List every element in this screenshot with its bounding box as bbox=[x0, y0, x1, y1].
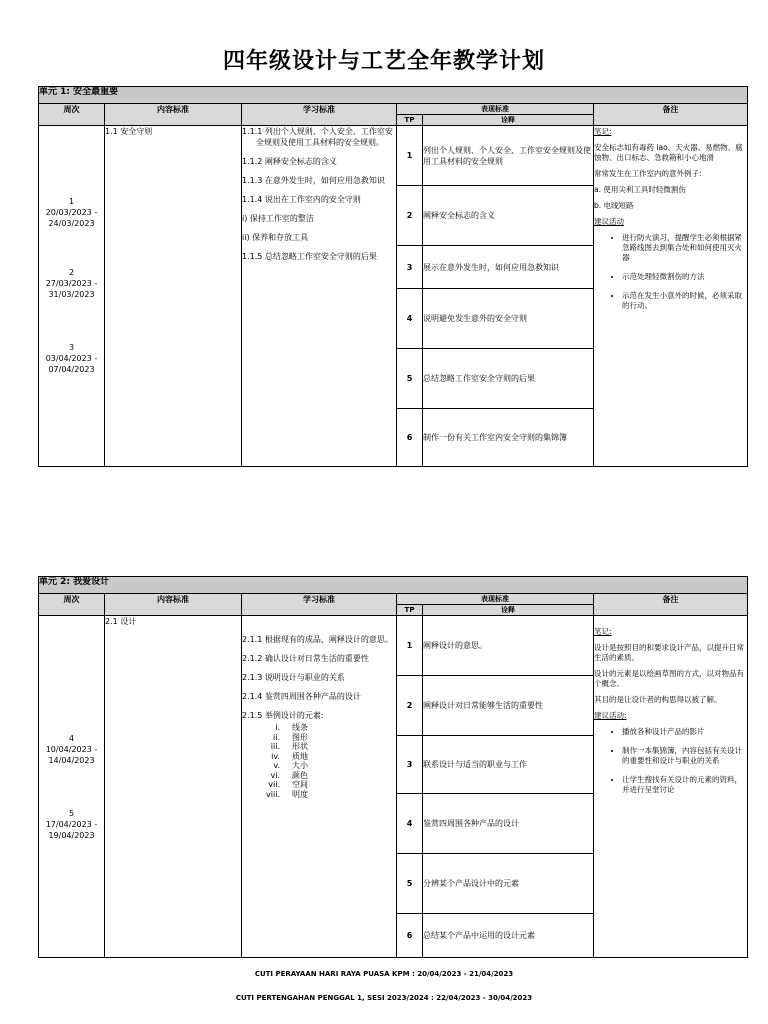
header-description: 诠释 bbox=[423, 115, 594, 126]
tp-description: 联系设计与适当的职业与工作 bbox=[423, 736, 594, 794]
activity-item: • 示范处理轻微割伤的方法 bbox=[622, 272, 747, 282]
design-element: ii. 图形 bbox=[273, 732, 308, 742]
design-element: vi. 颜色 bbox=[270, 770, 308, 780]
unit2-title: 单元 2: 我爱设计 bbox=[39, 577, 748, 594]
header-performance-standard: 表现标准 bbox=[397, 594, 594, 605]
header-description: 诠释 bbox=[423, 605, 594, 616]
tp-description: 阐释安全标志的含义 bbox=[423, 186, 594, 246]
activity-list bbox=[594, 727, 747, 795]
notes-text: b. 电线短路 bbox=[594, 201, 634, 210]
tp-description: 说明避免发生意外的安全守则 bbox=[423, 289, 594, 349]
activity-label: 建议活动: bbox=[594, 711, 627, 720]
learning-item: 1.1.3 在意外发生时，如何应用急救知识 bbox=[242, 176, 385, 185]
header-week: 周次 bbox=[39, 594, 105, 616]
activity-item: • 制作一本集锦簿，内容包括有关设计的重要性和设计与职业的关系 bbox=[622, 746, 747, 766]
header-learning-standard: 学习标准 bbox=[242, 104, 397, 126]
header-tp: TP bbox=[397, 605, 423, 616]
week-4: 4 10/04/2023 - 14/04/2023 bbox=[45, 734, 98, 765]
tp-description: 展示在意外发生时，如何应用急救知识 bbox=[423, 246, 594, 289]
holiday-note-midterm: CUTI PERTENGAHAN PENGGAL 1, SESI 2023/2024 : 22/04/2023 - 30/04/2023 bbox=[235, 994, 533, 1002]
notes-text: 设计的元素是以绘画草图的方式，以对物品有个概念。 bbox=[594, 669, 744, 688]
tp-level: 4 bbox=[397, 289, 423, 349]
unit2-content-standard: 2.1 设计 bbox=[105, 616, 242, 958]
page-title: 四年级设计与工艺全年教学计划 bbox=[222, 48, 545, 74]
header-notes: 备注 bbox=[594, 594, 748, 616]
design-elements-list bbox=[242, 723, 396, 799]
unit2-notes bbox=[594, 616, 748, 958]
notes-label: 笔记: bbox=[594, 627, 612, 636]
learning-item: 2.1.2 确认设计对日常生活的重要性 bbox=[242, 654, 369, 663]
notes-text: 其目的是让设计者的构思得以被了解。 bbox=[594, 695, 722, 704]
holiday-note-raya: CUTI PERAYAAN HARI RAYA PUASA KPM : 20/04/2023 - 21/04/2023 bbox=[254, 970, 514, 978]
tp-level: 4 bbox=[397, 794, 423, 854]
header-performance-standard: 表现标准 bbox=[397, 104, 594, 115]
unit1-title: 单元 1: 安全最重要 bbox=[39, 87, 748, 104]
learning-item: 2.1.4 鉴赏四周围各种产品的设计 bbox=[242, 692, 361, 701]
activity-item: • 进行防火演习，提醒学生必须根据紧急路线图去到集合处和如何使用灭火器 bbox=[622, 233, 747, 263]
tp-level: 6 bbox=[397, 914, 423, 958]
learning-item: 1.1.4 说出在工作室内的安全守则 bbox=[242, 195, 361, 204]
notes-text: a. 使用尖利工具时轻微割伤 bbox=[594, 185, 686, 194]
tp-description: 总结忽略工作室安全守则的后果 bbox=[423, 349, 594, 409]
design-element: v. 大小 bbox=[273, 761, 308, 770]
tp-description: 总结某个产品中运用的设计元素 bbox=[423, 914, 594, 958]
learning-item: 1.1.5 总结忽略工作室安全守则的后果 bbox=[242, 252, 377, 261]
tp-description: 列出个人规则、个人安全、工作室安全规则及使用工具材料的安全规则 bbox=[423, 126, 594, 186]
activity-item: • 示范在发生小意外的时候，必须采取的行动。 bbox=[622, 291, 747, 311]
activity-label: 建议活动 bbox=[594, 217, 624, 226]
design-element: iii. 形状 bbox=[270, 742, 308, 751]
week-1: 1 20/03/2023 - 24/03/2023 bbox=[45, 197, 98, 228]
notes-text: 安全标志如有毒药 iao、天火器、易燃物、腐蚀物、出口标志、急救箱和小心地滑 bbox=[594, 143, 743, 162]
learning-item: 2.1.3 说明设计与职业的关系 bbox=[242, 673, 345, 682]
header-tp: TP bbox=[397, 115, 423, 126]
learning-item: ii) 保养和存放工具 bbox=[242, 233, 309, 242]
tp-level: 1 bbox=[397, 616, 423, 676]
unit2-table bbox=[38, 576, 748, 958]
activity-list bbox=[594, 233, 747, 311]
learning-item: i) 保持工作室的整洁 bbox=[242, 214, 314, 223]
unit1-notes bbox=[594, 126, 748, 467]
learning-item: 1.1.1 列出个人规则、个人安全、工作室安全规则及使用工具材料的安全规则。 bbox=[242, 127, 393, 147]
tp-level: 1 bbox=[397, 126, 423, 186]
unit2-weeks bbox=[39, 616, 105, 958]
header-week: 周次 bbox=[39, 104, 105, 126]
design-element: vii. 空间 bbox=[268, 780, 308, 789]
tp-level: 2 bbox=[397, 186, 423, 246]
unit1-weeks bbox=[39, 126, 105, 467]
learning-item: 2.1.1 根据现有的成品，阐释设计的意思。 bbox=[242, 635, 393, 644]
design-element: viii. 明度 bbox=[266, 789, 308, 799]
unit1-table bbox=[38, 86, 748, 467]
tp-level: 6 bbox=[397, 409, 423, 467]
unit1-content-standard: 1.1 安全守则 bbox=[105, 126, 242, 467]
unit1-learning-standards bbox=[242, 126, 397, 467]
learning-item: 1.1.2 阐释安全标志的含义 bbox=[242, 157, 337, 166]
header-notes: 备注 bbox=[594, 104, 748, 126]
tp-description: 鉴赏四周围各种产品的设计 bbox=[423, 794, 594, 854]
week-2: 2 27/03/2023 - 31/03/2023 bbox=[45, 268, 98, 299]
tp-level: 5 bbox=[397, 854, 423, 914]
week-3: 3 03/04/2023 - 07/04/2023 bbox=[45, 343, 98, 374]
notes-text: 常常发生在工作室内的意外例子: bbox=[594, 169, 702, 178]
tp-level: 3 bbox=[397, 246, 423, 289]
tp-description: 制作一份有关工作室内安全守则的集锦簿 bbox=[423, 409, 594, 467]
unit2-learning-standards bbox=[242, 616, 397, 958]
notes-text: 设计是按照目的和要求设计产品，以提升日常生活的素质。 bbox=[594, 643, 744, 662]
tp-level: 2 bbox=[397, 676, 423, 736]
header-content-standard: 内容标准 bbox=[105, 104, 242, 126]
learning-item: 2.1.5 举例设计的元素: bbox=[242, 711, 324, 720]
activity-item: • 让学生搜找有关设计的元素的资料，并进行呈堂讨论 bbox=[622, 775, 747, 795]
tp-level: 3 bbox=[397, 736, 423, 794]
design-element: iv. 质地 bbox=[271, 751, 308, 761]
header-content-standard: 内容标准 bbox=[105, 594, 242, 616]
tp-description: 阐释设计对日常能够生活的重要性 bbox=[423, 676, 594, 736]
tp-description: 阐释设计的意思。 bbox=[423, 616, 594, 676]
notes-label: 笔记: bbox=[594, 127, 612, 136]
header-learning-standard: 学习标准 bbox=[242, 594, 397, 616]
week-5: 5 17/04/2023 - 19/04/2023 bbox=[45, 809, 98, 840]
design-element: i. 线条 bbox=[275, 723, 308, 732]
tp-level: 5 bbox=[397, 349, 423, 409]
activity-item: • 播放各种设计产品的影片 bbox=[622, 727, 747, 737]
tp-description: 分辨某个产品设计中的元素 bbox=[423, 854, 594, 914]
